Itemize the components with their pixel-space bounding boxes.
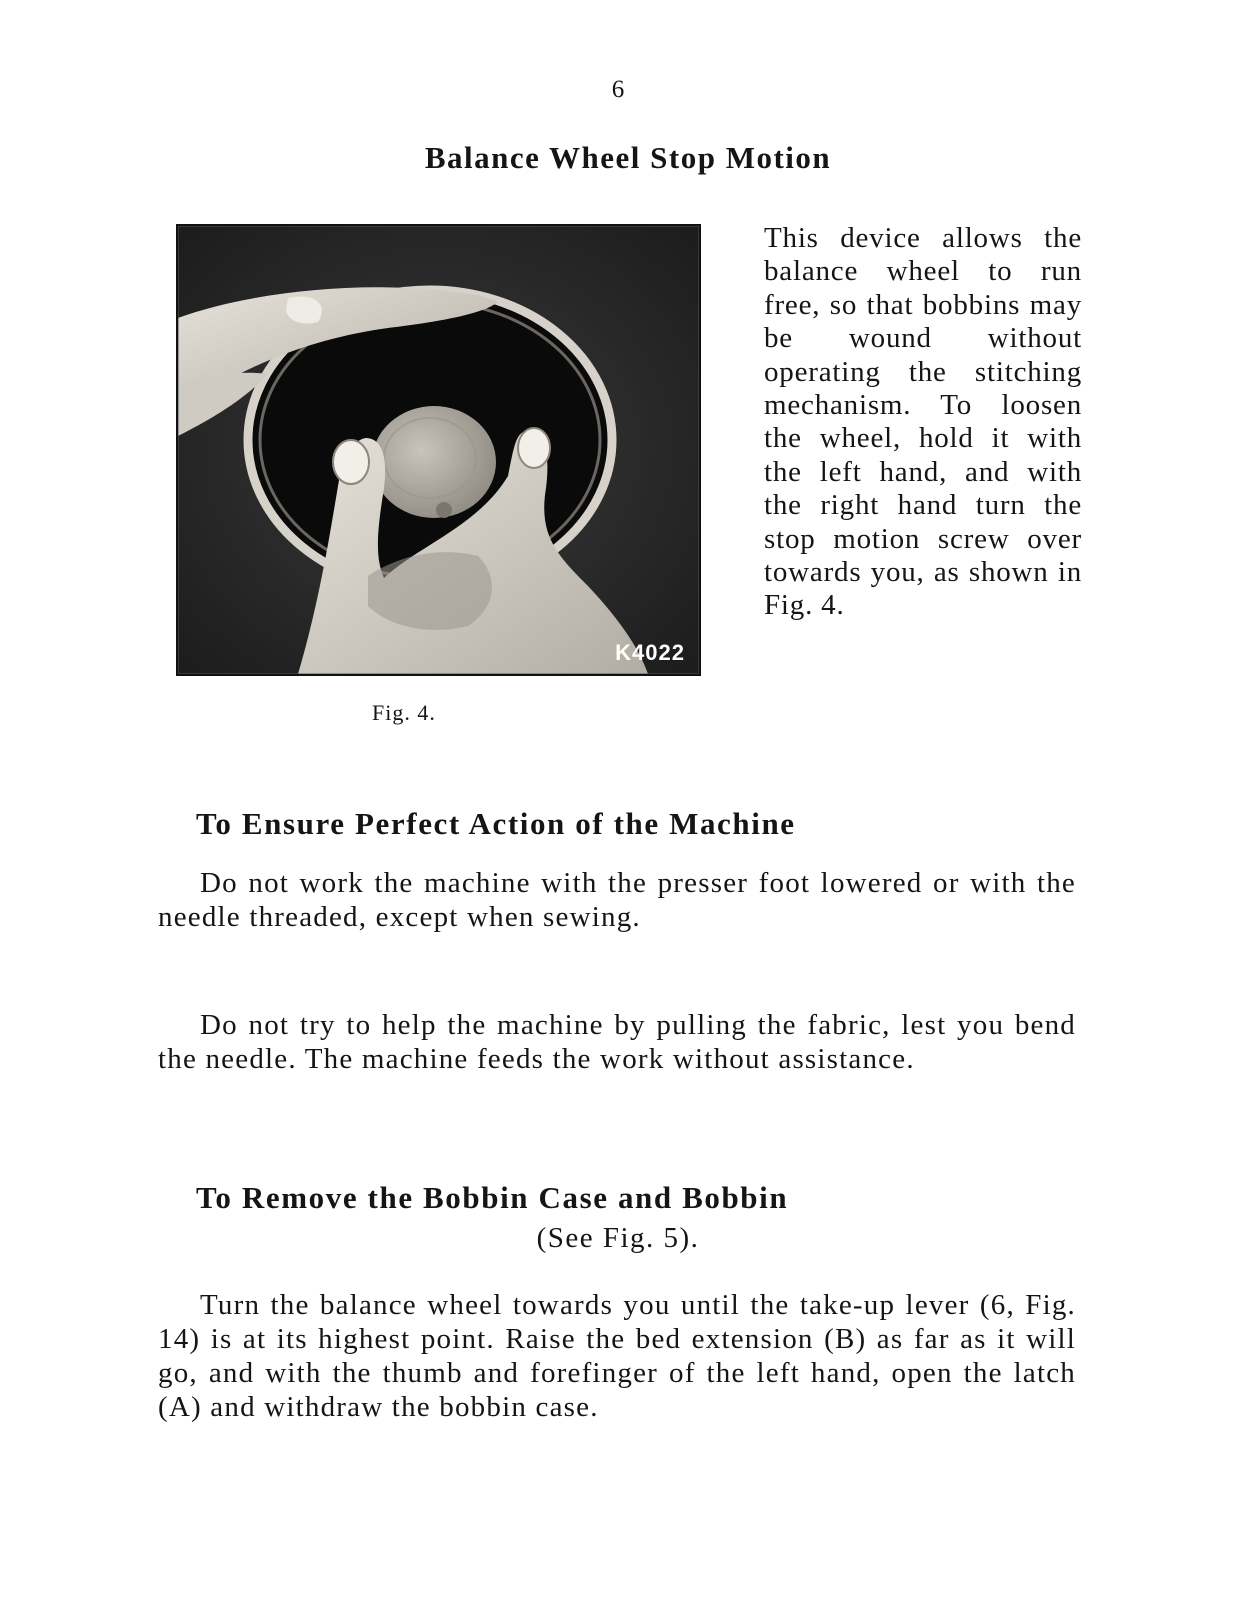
figure-4-photo <box>176 224 701 676</box>
balance-wheel-paragraph <box>736 222 1082 623</box>
hands-on-balance-wheel-illustration <box>178 226 699 674</box>
figure-caption: Fig. 4. <box>372 700 436 725</box>
section-heading-perfect-action: To Ensure Perfect Action of the Machine <box>196 806 796 841</box>
section-heading-balance-wheel: Balance Wheel Stop Motion <box>424 140 832 175</box>
perfect-action-paragraph-1: Do not work the machine with the presser foot lowered or with the needle threaded, except when sewing. <box>158 867 1076 933</box>
see-figure-reference: (See Fig. 5). <box>536 1222 700 1254</box>
balance-wheel-paragraph-text: This device allows the balance wheel to run free, so that bobbins may be wound without operating the stitching mechanism. To loosen the wheel, hold it with the left hand, and with the right hand turn the stop motion screw over towards you, as shown in Fig. 4. <box>764 222 1082 622</box>
page-number: 6 <box>611 76 625 103</box>
figure-code-label: K4022 <box>615 640 685 665</box>
perfect-action-paragraph-2: Do not try to help the machine by pulling the fabric, lest you bend the needle. The machine feeds the work without assistance. <box>158 1009 1076 1075</box>
remove-bobbin-paragraph: Turn the balance wheel towards you until the take-up lever (6, Fig. 14) is at its highest point. Raise the bed extension (B) as far as it will go, and with the thumb and forefinger of the left hand, open the latch (A) and withdraw the bobbin case. <box>158 1289 1076 1423</box>
section-heading-remove-bobbin: To Remove the Bobbin Case and Bobbin <box>196 1180 789 1215</box>
